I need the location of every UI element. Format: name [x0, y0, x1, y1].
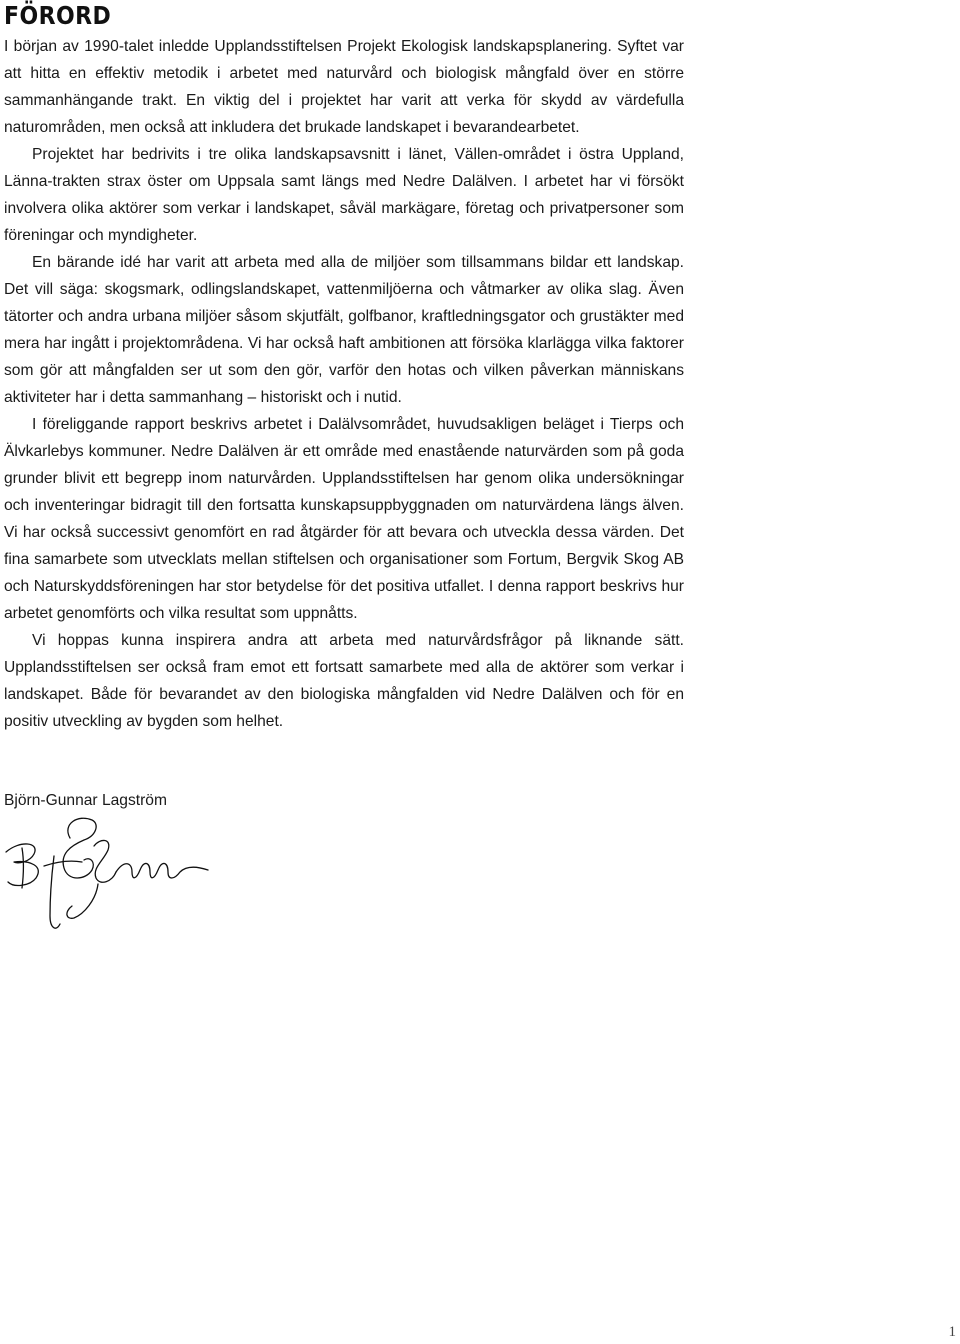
page-title: FÖRORD	[4, 1, 112, 30]
page-number: 1	[948, 1324, 956, 1340]
paragraph: I föreliggande rapport beskrivs arbetet i Dalälvsområdet, huvudsakligen beläget i Tierps och Älvkarlebys kommuner. Nedre Dalälven är ett område med enastående naturvärden som på goda grunder blivit ett begrepp inom naturvården. Upplandsstiftelsen har genom olika undersökningar och inventeringar bidragit till den fortsatta kunskapsuppbyggnaden om naturvärdena längs älven. Vi har också successivt genomfört en rad åtgärder för att bevara och utveckla dessa värden. Det fina samarbete som utvecklats mellan stiftelsen och organisationer som Fortum, Bergvik Skog AB och Naturskyddsföreningen har stor betydelse för det positiva utfallet. I denna rapport beskrivs hur arbetet genomförts och vilka resultat som uppnåtts.	[4, 416, 684, 622]
paragraph: En bärande idé har varit att arbeta med alla de miljöer som tillsammans bildar ett landskap. Det vill säga: skogsmark, odlingslandskapet, vattenmiljöerna och våtmarker av olika slag. Även tätorter och andra urbana miljöer såsom skjutfält, golfbanor, kraftledningsgator och grustäkter med mera har ingått i projektområdena. Vi har också haft ambitionen att försöka klarlägga vilka faktorer som gör att mångfalden ser ut som den gör, varför den hotas och vilken påverkan människans aktiviteter har i detta sammanhang – historiskt och i nutid.	[4, 254, 684, 406]
paragraph: Vi hoppas kunna inspirera andra att arbeta med naturvårdsfrågor på liknande sätt. Upplandsstiftelsen ser också fram emot ett fortsatt samarbete med alla de aktörer som verkar i landskapet. Både för bevarandet av den biologiska mångfalden vid Nedre Dalälven och för en positiv utveckling av bygden som helhet.	[4, 632, 684, 730]
foreword-body	[4, 33, 684, 735]
author-name: Björn-Gunnar Lagström	[4, 792, 167, 809]
paragraph: I början av 1990-talet inledde Upplandsstiftelsen Projekt Ekologisk landskapsplanering. Syftet var att hitta en effektiv metodik i arbetet med naturvård och biologisk mångfald över en större sammanhängande trakt. En viktig del i projektet har varit att verka för skydd av värdefulla naturområden, men också att inkludera det brukade landskapet i bevarandearbetet.	[4, 38, 684, 136]
paragraph: Projektet har bedrivits i tre olika landskapsavsnitt i länet, Vällen-området i östra Uppland, Länna-trakten strax öster om Uppsala samt längs med Nedre Dalälven. I arbetet har vi försökt involvera olika aktörer som verkar i landskapet, såväl markägare, företag och privatpersoner som föreningar och myndigheter.	[4, 146, 684, 244]
signature-icon	[0, 810, 240, 940]
